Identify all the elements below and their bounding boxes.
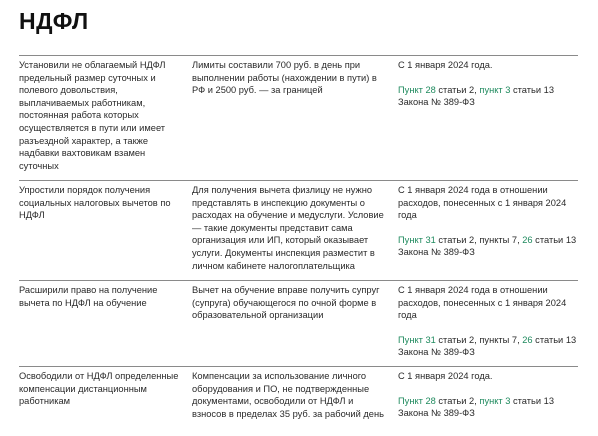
change-cell: Упростили порядок получения социальных налоговых вычетов по НДФЛ [19,185,171,221]
law-link[interactable]: Пункт 28 [398,395,436,406]
law-link[interactable]: Пункт 28 [398,84,436,95]
law-link[interactable]: Пункт 31 [398,234,436,245]
ref-text: статьи 13 [510,395,554,406]
ref-text: статьи 2, [435,395,480,406]
effective-date: С 1 января 2024 года. [398,60,493,70]
details-cell: Лимиты составили 700 руб. в день при выполнении работы (нахождении в пути) в РФ и 2500 руб. — за границей [192,60,377,96]
ref-text: статьи 2, пункты 7, [435,234,523,245]
changes-table [19,55,578,436]
table-row [19,55,578,180]
effective-date: С 1 января 2024 года. [398,371,493,381]
effective-date: С 1 января 2024 года в отношении расходов, понесенных с 1 января 2024 года [398,185,567,221]
law-link[interactable]: пункт 3 [479,84,511,95]
ref-text: статьи 13 [532,334,577,345]
table-row [19,280,578,366]
ref-text: статьи 13 [510,84,554,95]
details-cell: Для получения вычета физлицу не нужно представлять в инспекцию документы о расходах на обучение и медуслуги. Условие — такие документы представит сама организация или ИП, который оказывает услуги. Документы инспекция разместит в личном кабинете налогоплательщика [192,185,384,271]
law-link[interactable]: 26 [522,334,533,345]
law-link[interactable]: Пункт 31 [398,334,436,345]
effective-cell [398,181,578,280]
effective-cell [398,56,578,180]
table-row [19,180,578,280]
law-reference [398,234,578,259]
law-name: Закона № 389-ФЗ [398,347,475,358]
table-row [19,366,578,436]
effective-cell [398,367,578,436]
page-title: НДФЛ [19,8,89,34]
ref-text: статьи 2, пункты 7, [435,334,523,345]
law-name: Закона № 389-ФЗ [398,247,475,258]
law-link[interactable]: 26 [522,234,533,245]
law-reference [398,84,578,109]
law-reference [398,395,578,420]
law-name: Закона № 389-ФЗ [398,97,475,108]
details-cell: Вычет на обучение вправе получить супруг (супруга) обучающегося по очной форме в образовательной организации [192,285,380,321]
ref-text: статьи 2, [435,84,480,95]
change-cell: Установили не облагаемый НДФЛ предельный размер суточных и полевого довольствия, выплачиваемых работникам, постоянная работа которых осуществляется в пути или имеет разъездной характер, а также надбавки вахтовикам взамен суточных [19,60,166,171]
law-name: Закона № 389-ФЗ [398,408,475,419]
law-reference [398,334,578,359]
change-cell: Освободили от НДФЛ определенные компенсации дистанционным работникам [19,371,179,407]
effective-date: С 1 января 2024 года в отношении расходов, понесенных с 1 января 2024 года [398,285,567,321]
change-cell: Расширили право на получение вычета по НДФЛ на обучение [19,285,158,308]
ref-text: статьи 13 [532,234,577,245]
law-link[interactable]: пункт 3 [479,395,511,406]
effective-cell [398,281,578,366]
details-cell: Компенсации за использование личного оборудования и ПО, не подтвержденные документами, освободили от НДФЛ и взносов в пределах 35 руб. за рабочий день [192,371,384,419]
